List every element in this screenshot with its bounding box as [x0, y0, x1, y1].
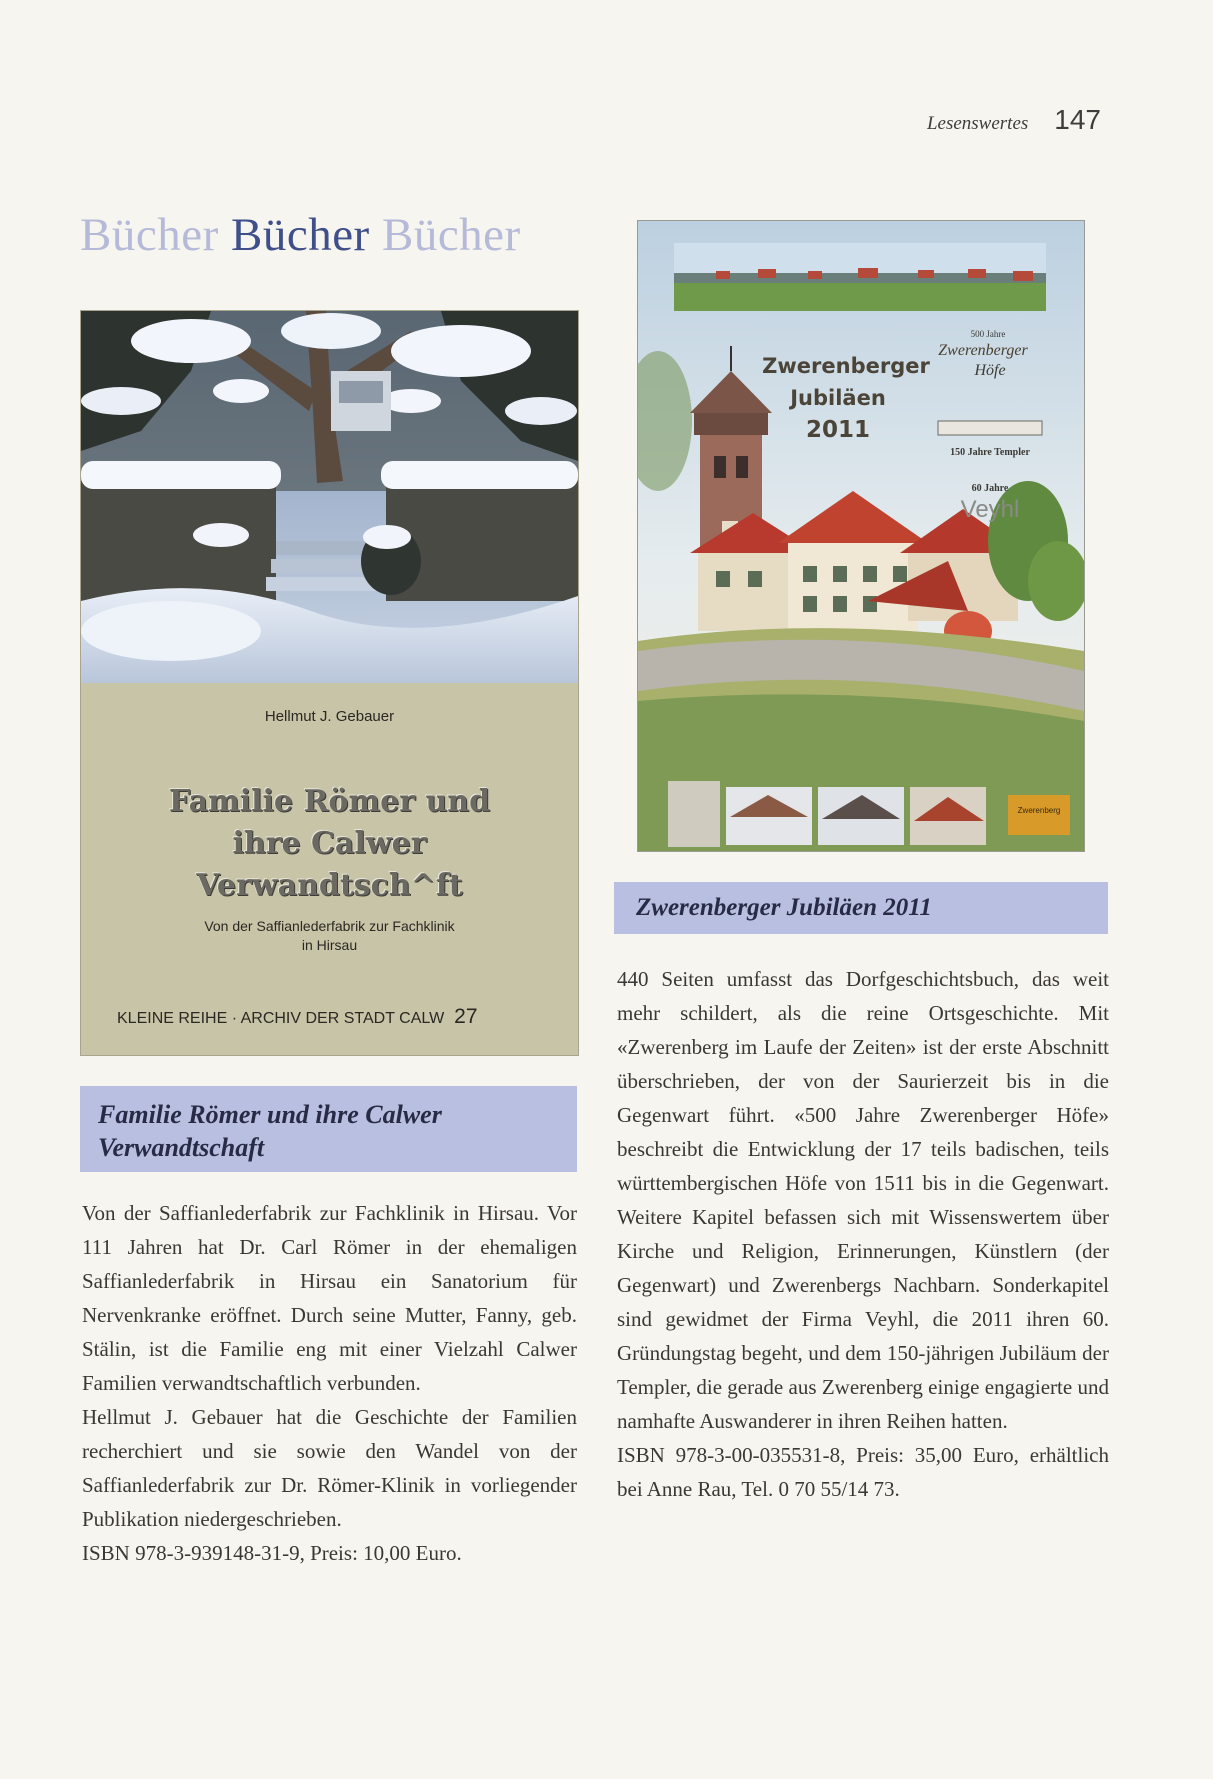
isbn-price: ISBN 978-3-00-035531-8, Preis: 35,00 Euro, erhältlich bei Anne Rau, Tel. 0 70 55/14 73. [617, 1443, 1109, 1501]
cover-series: KLEINE REIHE · ARCHIV DER STADT CALW 27 [117, 1005, 478, 1028]
badge-500-line-3: Höfe [974, 362, 1006, 379]
caption-zwerenberg: Zwerenberger Jubiläen 2011 [614, 882, 1108, 934]
snowy-garden-photo [81, 311, 578, 683]
heading-word-2: Bücher [230, 209, 370, 261]
cover-title-line-3: 2011 [805, 417, 871, 443]
book-cover-roemer [80, 310, 579, 1056]
heading-word-3: Bücher [381, 209, 521, 261]
review-zwerenberg [617, 962, 1109, 1506]
badge-500-line-2: Zwerenberger [938, 342, 1028, 359]
review-roemer [82, 1196, 577, 1570]
heading-word-1: Bücher [80, 209, 219, 261]
caption-roemer: Familie Römer und ihre Calwer Verwandtschaft [80, 1086, 577, 1172]
running-head-section: Lesenswertes [926, 113, 1029, 134]
running-head [927, 104, 1101, 136]
badge-veyhl: Veyhl [960, 496, 1020, 523]
badge-500-line-1: 500 Jahre [970, 329, 1006, 339]
badge-60: 60 Jahre [971, 483, 1009, 494]
cover-sign: Zwerenberg [1017, 806, 1061, 815]
paragraph: Von der Saffianlederfabrik zur Fachklinik in Hirsau. Vor 111 Jahren hat Dr. Carl Römer in der ehemaligen Saffianlederfabrik in Hirsau ein Sanatorium für Nervenkranke eröffnet. Durch seine Mutter, Fanny, geb. Stälin, ist die Familie eng mit einer Vielzahl Calwer Familien verwandtschaftlich verbunden. [82, 1201, 577, 1395]
watercolor-village-illustration [638, 221, 1084, 851]
cover-subtitle: Von der Saffianlederfabrik zur Fachklinik in Hirsau [204, 918, 455, 953]
cover-title-line-1: Zwerenberger [762, 354, 930, 378]
section-heading [80, 208, 521, 262]
book-cover-zwerenberg [637, 220, 1085, 852]
page-number: 147 [1054, 104, 1101, 135]
cover-author: Hellmut J. Gebauer [264, 708, 395, 725]
paragraph: 440 Seiten umfasst das Dorfgeschichtsbuch, das weit mehr schildert, als die reine Ortsgeschichte. Mit «Zwerenberg im Laufe der Zeiten» ist der erste Abschnitt überschrieben, der von der Saurierzeit bis in die Gegenwart führt. «500 Jahre Zwerenberger Höfe» beschreibt die Entwicklung der 17 teils badischen, teils württembergischen Höfe von 1511 bis in die Gegenwart. Weitere Kapitel befassen sich mit Wissenswertem über Kirche und Religion, Erinnerungen, Künstlern (der Gegenwart) und Zwerenbergs Nachbarn. Sonderkapitel sind gewidmet der Firma Veyhl, die 2011 ihren 60. Gründungstag begeht, und dem 150-jährigen Jubiläum der Templer, die gerade aus Zwerenberg einige engagierte und namhafte Auswanderer in ihren Reihen hatten. [617, 967, 1109, 1433]
cover-series-number: 27 [454, 1005, 478, 1028]
cover-title-line-2: Jubiläen [790, 386, 886, 410]
badge-templer: 150 Jahre Templer [950, 447, 1030, 458]
cover-title: Familie Römer und ihre Calwer Verwandtsch^ft [168, 784, 491, 903]
paragraph: Hellmut J. Gebauer hat die Geschichte der Familien recherchiert und sie sowie den Wandel von der Saffianlederfabrik zur Dr. Römer-Klinik in vorliegender Publikation niedergeschrieben. [82, 1405, 577, 1531]
isbn-price: ISBN 978-3-939148-31-9, Preis: 10,00 Euro. [82, 1541, 462, 1565]
